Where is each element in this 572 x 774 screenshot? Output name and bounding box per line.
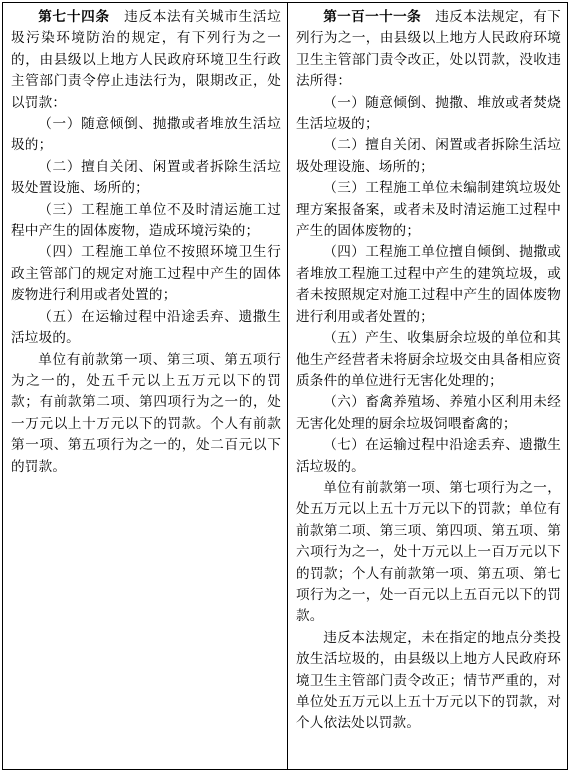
article-111-item-1: （一）随意倾倒、抛撒、堆放或者焚烧生活垃圾的；	[296, 94, 561, 133]
article-74-item-2: （二）擅自关闭、闲置或者拆除生活垃圾处置设施、场所的；	[11, 158, 281, 197]
article-74-penalty: 单位有前款第一项、第三项、第五项行为之一的，处五千元以上五万元以下的罚款；有前款第二项、第四项行为之一的，处一万元以上十万元以下的罚款。个人有前款第一项、第五项行为之一的，处二百元以下的罚款。	[11, 351, 281, 475]
article-111-item-2: （二）擅自关闭、闲置或者拆除生活垃圾处理设施、场所的；	[296, 137, 561, 175]
article-111-item-4: （四）工程施工单位擅自倾倒、抛撒或者堆放工程施工过程中产生的建筑垃圾，或者未按照规定对施工过程中产生的固体废物进行利用或者处置的；	[296, 244, 561, 325]
article-111-title: 第一百一十一条	[323, 9, 422, 25]
article-111-item-6: （六）畜禽养殖场、养殖小区利用未经无害化处理的厨余垃圾饲喂畜禽的；	[296, 394, 561, 432]
paragraph-text: 违反本法有关城市生活垃圾污染环境防治的规定，有下列行为之一的，由县级以上地方人民政府环境卫生行政主管部门责令停止违法行为，限期改正，处以罚款：	[11, 9, 282, 111]
article-111-item-3: （三）工程施工单位未编制建筑垃圾处理方案报备案，或者未及时清运施工过程中产生的固体废物的；	[296, 180, 561, 240]
article-74-item-3: （三）工程施工单位不及时清运施工过程中产生的固体废物，造成环境污染的；	[11, 201, 281, 240]
paragraph-text: 违反本法规定，有下列行为之一，由县级以上地方人民政府环境卫生主管部门责令改正，处以罚款，没收违法所得：	[296, 9, 561, 90]
article-111-intro	[296, 7, 561, 93]
article-74-item-4: （四）工程施工单位不按照环境卫生行政主管部门的规定对施工过程中产生的固体废物进行利用或者处置的；	[11, 244, 281, 304]
article-111-item-5: （五）产生、收集厨余垃圾的单位和其他生产经营者未将厨余垃圾交由具备相应资质条件的单位进行无害化处理的；	[296, 330, 561, 389]
article-74-intro	[11, 7, 281, 114]
article-74-item-1: （一）随意倾倒、抛撒或者堆放生活垃圾的；	[11, 116, 281, 154]
article-111-sorting-penalty: 违反本法规定，未在指定的地点分类投放生活垃圾的，由县级以上地方人民政府环境卫生主管部门责令改正；情节严重的，对单位处五万元以上五十万元以下的罚款，对个人依法处以罚款。	[296, 629, 561, 732]
article-111-penalty: 单位有前款第一项、第七项行为之一，处五万元以上五十万元以下的罚款；单位有前款第二项、第三项、第四项、第五项、第六项行为之一，处十万元以上一百万元以下的罚款；个人有前款第一项、第五项、第七项行为之一，处一百元以上五百元以下的罚款。	[296, 479, 561, 625]
comparison-table	[2, 2, 568, 770]
article-74-item-5: （五）在运输过程中沿途丢弃、遗撒生活垃圾的。	[11, 308, 281, 347]
new-law-column	[288, 3, 567, 769]
old-law-column	[3, 3, 288, 769]
article-111-item-7: （七）在运输过程中沿途丢弃、遗撒生活垃圾的。	[296, 437, 561, 475]
article-74-title: 第七十四条	[38, 9, 110, 25]
